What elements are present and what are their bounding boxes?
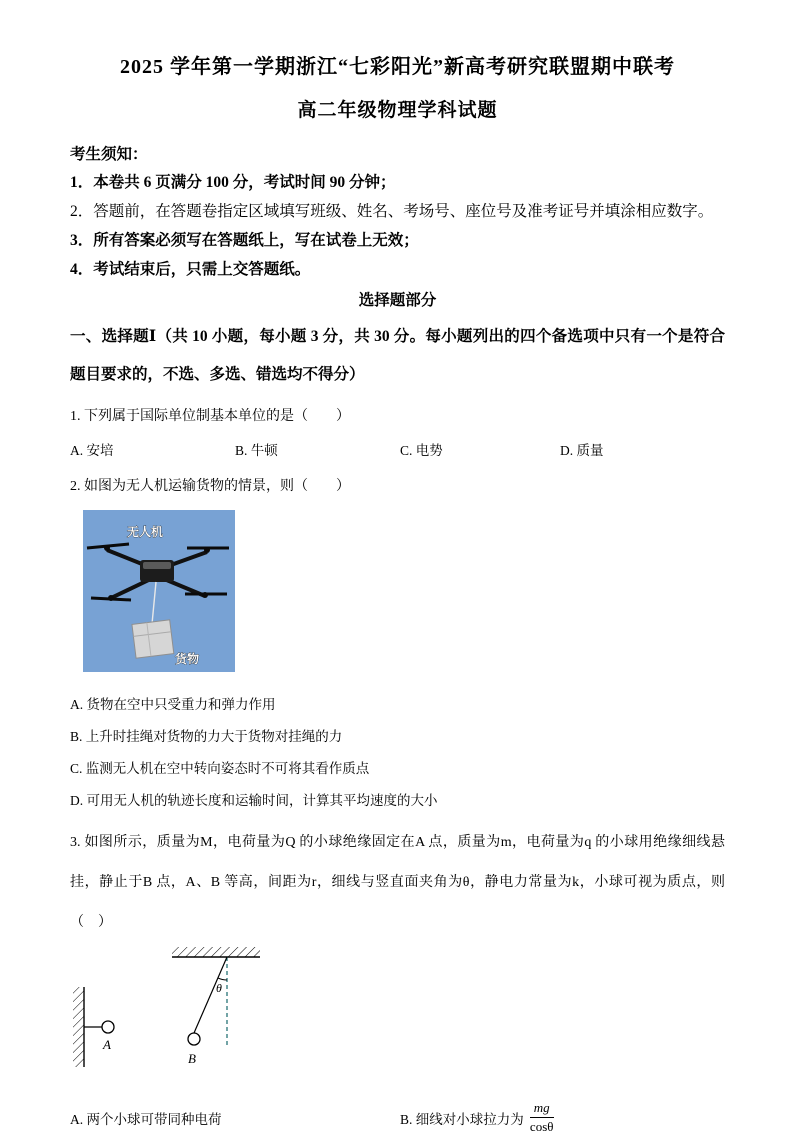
q1-option-d: D. 质量	[560, 443, 604, 458]
ceiling-hatch	[172, 947, 260, 957]
fraction-numerator: mg	[530, 1100, 554, 1118]
ball-a	[102, 1021, 114, 1033]
q2-option-a: A. 货物在空中只受重力和弹力作用	[70, 697, 276, 712]
wall-hatch	[73, 987, 84, 1067]
label-b: B	[188, 1051, 196, 1066]
q3-option-b	[400, 1100, 554, 1135]
notice-item-4: 4．考试结束后，只需上交答题纸。	[70, 261, 311, 278]
q1-option-c: C. 电势	[400, 443, 443, 458]
cargo-label: 货物	[175, 652, 200, 666]
section-part-heading: 选择题部分	[358, 292, 437, 309]
notice-heading: 考生须知：	[70, 146, 148, 163]
fraction-denominator: cosθ	[529, 1119, 554, 1134]
q1-option-b: B. 牛顿	[235, 443, 278, 458]
q3-options-row	[70, 1100, 725, 1135]
q3-option-a: A. 两个小球可带同种电荷	[70, 1111, 222, 1127]
q1-options-row	[70, 438, 725, 464]
notice-item-2: 2．答题前，在答题卷指定区域填写班级、姓名、考场号、座位号及准考证号并填涂相应数字。	[70, 203, 714, 220]
q2-option-d: D. 可用无人机的轨迹长度和运输时间，计算其平均速度的大小	[70, 793, 438, 808]
q3-option-b-text: B. 细线对小球拉力为	[400, 1111, 524, 1127]
notice-item-1: 1．本卷共 6 页满分 100 分，考试时间 90 分钟；	[70, 174, 396, 191]
notice-item-3: 3．所有答案必须写在答题纸上，写在试卷上无效；	[70, 232, 419, 249]
q3-figure-wrap	[70, 945, 725, 1082]
q2-options	[70, 695, 725, 811]
q2-option-c: C. 监测无人机在空中转向姿态时不可将其看作质点	[70, 761, 370, 776]
drone-label: 无人机	[127, 525, 164, 539]
ball-b	[188, 1033, 200, 1045]
q2-stem: 2. 如图为无人机运输货物的情景，则（ ）	[70, 479, 350, 494]
drone-figure	[83, 510, 235, 672]
page-subtitle: 高二年级物理学科试题	[297, 100, 498, 121]
q3-figure	[70, 945, 300, 1077]
q1-stem: 1. 下列属于国际单位制基本单位的是（ ）	[70, 409, 350, 424]
q1-option-a: A. 安培	[70, 443, 114, 458]
q2-option-b: B. 上升时挂绳对货物的力大于货物对挂绳的力	[70, 729, 343, 744]
q3-option-b-fraction	[530, 1100, 554, 1135]
q3-stem: 3. 如图所示，质量为M，电荷量为Q 的小球绝缘固定在A 点，质量为m，电荷量为q 的小球用绝缘细线悬挂，静止于B 点，A、B 等高，间距为r，细线与竖直面夹角为θ，静电力常量为k，小球可视为质点，则（ ）	[70, 835, 725, 930]
label-a: A	[103, 1037, 111, 1052]
q2-figure-wrap	[83, 510, 725, 677]
section1-intro: 一、选择题Ⅰ（共 10 小题，每小题 3 分，共 30 分。每小题列出的四个备选项中只有一个是符合题目要求的，不选、多选、错选均不得分）	[70, 328, 725, 383]
angle-label: θ	[216, 981, 222, 995]
cargo-box	[132, 620, 174, 658]
page-title: 2025 学年第一学期浙江“七彩阳光”新高考研究联盟期中联考	[120, 56, 675, 78]
